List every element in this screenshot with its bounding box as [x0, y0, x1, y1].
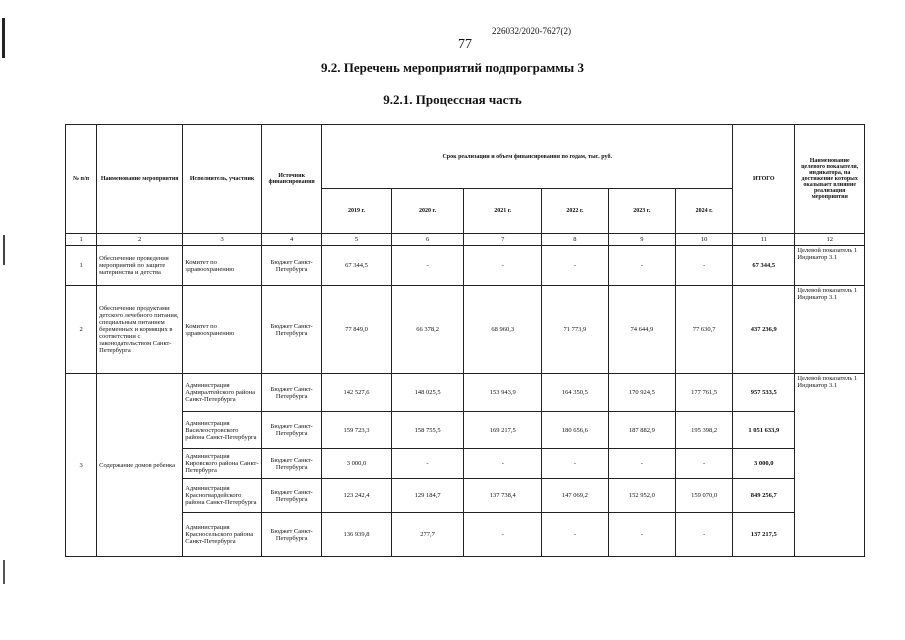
- header-year: 2022 г.: [542, 189, 608, 234]
- year-value: 142 527,6: [322, 374, 392, 412]
- executor: Комитет по здравоохранению: [183, 286, 262, 374]
- year-value: 159 070,0: [676, 479, 733, 513]
- funding-source: Бюджет Санкт-Петербурга: [262, 286, 322, 374]
- column-number: 9: [608, 234, 675, 246]
- document-number: 226032/2020-7627(2): [492, 26, 571, 36]
- column-number: 8: [542, 234, 608, 246]
- funding-source: Бюджет Санкт-Петербурга: [262, 513, 322, 557]
- year-value: 66 378,2: [391, 286, 464, 374]
- funding-source: Бюджет Санкт-Петербурга: [262, 374, 322, 412]
- column-number: 11: [733, 234, 795, 246]
- column-number: 1: [66, 234, 97, 246]
- year-value: 67 344,5: [322, 246, 392, 286]
- activity-name: Обеспечение продуктами детского лечебного питания, специальным питанием беременных и кормящих в соответствии с законодательством Санкт-Петербурга: [97, 286, 183, 374]
- header-total: ИТОГО: [733, 125, 795, 234]
- executor: Администрация Красногвардейского района Санкт-Петербурга: [183, 479, 262, 513]
- year-value: 153 943,9: [464, 374, 542, 412]
- section-title: 9.2. Перечень мероприятий подпрограммы 3: [321, 60, 584, 75]
- year-value: 195 398,2: [676, 412, 733, 449]
- year-value: 123 242,4: [322, 479, 392, 513]
- year-value: -: [464, 246, 542, 286]
- row-num: 3: [66, 374, 97, 557]
- indicator: Целевой показатель 1 Индикатор 3.1: [795, 286, 865, 374]
- year-value: 3 000,0: [322, 449, 392, 479]
- row-total: 437 236,9: [733, 286, 795, 374]
- header-year: 2024 г.: [676, 189, 733, 234]
- year-value: 187 882,9: [608, 412, 675, 449]
- year-value: 147 069,2: [542, 479, 608, 513]
- executor: Администрация Красносельского района Санкт-Петербурга: [183, 513, 262, 557]
- year-value: -: [391, 449, 464, 479]
- header-year: 2023 г.: [608, 189, 675, 234]
- column-number: 5: [322, 234, 392, 246]
- scan-edge-mark: [3, 235, 5, 265]
- header-period: Срок реализации и объем финансирования по годам, тыс. руб.: [322, 125, 733, 189]
- executor: Администрация Василеостровского района Санкт-Петербурга: [183, 412, 262, 449]
- year-value: -: [391, 246, 464, 286]
- indicator: Целевой показатель 1 Индикатор 3.1: [795, 246, 865, 286]
- column-number: 10: [676, 234, 733, 246]
- page-number: 77: [458, 37, 472, 52]
- table-row: [66, 374, 865, 412]
- year-value: 180 656,6: [542, 412, 608, 449]
- year-value: -: [542, 449, 608, 479]
- header-year: 2019 г.: [322, 189, 392, 234]
- executor: Администрация Адмиралтейского района Санкт-Петербурга: [183, 374, 262, 412]
- year-value: -: [676, 513, 733, 557]
- year-value: -: [676, 449, 733, 479]
- year-value: -: [608, 449, 675, 479]
- header-num: № п/п: [66, 125, 97, 234]
- year-value: -: [464, 513, 542, 557]
- funding-source: Бюджет Санкт-Петербурга: [262, 449, 322, 479]
- scan-edge-mark: [2, 18, 5, 58]
- row-total: 849 256,7: [733, 479, 795, 513]
- year-value: 148 025,5: [391, 374, 464, 412]
- header-year: 2021 г.: [464, 189, 542, 234]
- year-value: 77 630,7: [676, 286, 733, 374]
- row-num: 1: [66, 246, 97, 286]
- table-row: [66, 479, 865, 513]
- header-executor: Исполнитель, участник: [183, 125, 262, 234]
- column-number: 6: [391, 234, 464, 246]
- subsection-title: 9.2.1. Процессная часть: [383, 92, 522, 107]
- row-total: 67 344,5: [733, 246, 795, 286]
- year-value: 77 849,0: [322, 286, 392, 374]
- year-value: -: [676, 246, 733, 286]
- column-number: 7: [464, 234, 542, 246]
- funding-source: Бюджет Санкт-Петербурга: [262, 246, 322, 286]
- row-total: 137 217,5: [733, 513, 795, 557]
- column-number: 4: [262, 234, 322, 246]
- table-row: [66, 412, 865, 449]
- funding-source: Бюджет Санкт-Петербурга: [262, 412, 322, 449]
- row-total: 1 051 633,9: [733, 412, 795, 449]
- year-value: 164 350,5: [542, 374, 608, 412]
- header-source: Источник финансирования: [262, 125, 322, 234]
- table-row: [66, 449, 865, 479]
- year-value: 177 761,5: [676, 374, 733, 412]
- row-total: 3 000,0: [733, 449, 795, 479]
- year-value: 137 738,4: [464, 479, 542, 513]
- indicator: Целевой показатель 1 Индикатор 3.1: [795, 374, 865, 557]
- year-value: 71 773,9: [542, 286, 608, 374]
- table-row: [66, 286, 865, 374]
- year-value: -: [608, 246, 675, 286]
- header-indicator: Наименование целевого показателя, индикатора, на достижение которых оказывает влияние реализация мероприятия: [795, 125, 865, 234]
- year-value: 158 755,5: [391, 412, 464, 449]
- table-row: [66, 246, 865, 286]
- year-value: -: [542, 246, 608, 286]
- row-num: 2: [66, 286, 97, 374]
- activity-name: Обеспечение проведения мероприятий по защите материнства и детства: [97, 246, 183, 286]
- year-value: 68 960,3: [464, 286, 542, 374]
- year-value: -: [542, 513, 608, 557]
- year-value: 74 644,9: [608, 286, 675, 374]
- table-row: [66, 513, 865, 557]
- executor: Комитет по здравоохранению: [183, 246, 262, 286]
- activity-name: Содержание домов ребенка: [97, 374, 183, 557]
- column-number: 12: [795, 234, 865, 246]
- year-value: -: [608, 513, 675, 557]
- year-value: 170 924,5: [608, 374, 675, 412]
- scan-edge-mark: [3, 560, 5, 584]
- executor: Администрация Кировского района Санкт-Петербурга: [183, 449, 262, 479]
- header-name: Наименование мероприятия: [97, 125, 183, 234]
- year-value: 277,7: [391, 513, 464, 557]
- row-total: 957 533,5: [733, 374, 795, 412]
- activities-table: [65, 124, 865, 557]
- year-value: 152 952,0: [608, 479, 675, 513]
- column-number: 3: [183, 234, 262, 246]
- column-number: 2: [97, 234, 183, 246]
- year-value: 169 217,5: [464, 412, 542, 449]
- year-value: 159 723,3: [322, 412, 392, 449]
- funding-source: Бюджет Санкт-Петербурга: [262, 479, 322, 513]
- year-value: 136 939,8: [322, 513, 392, 557]
- year-value: 129 184,7: [391, 479, 464, 513]
- header-year: 2020 г.: [391, 189, 464, 234]
- year-value: -: [464, 449, 542, 479]
- column-number-row: [66, 234, 865, 246]
